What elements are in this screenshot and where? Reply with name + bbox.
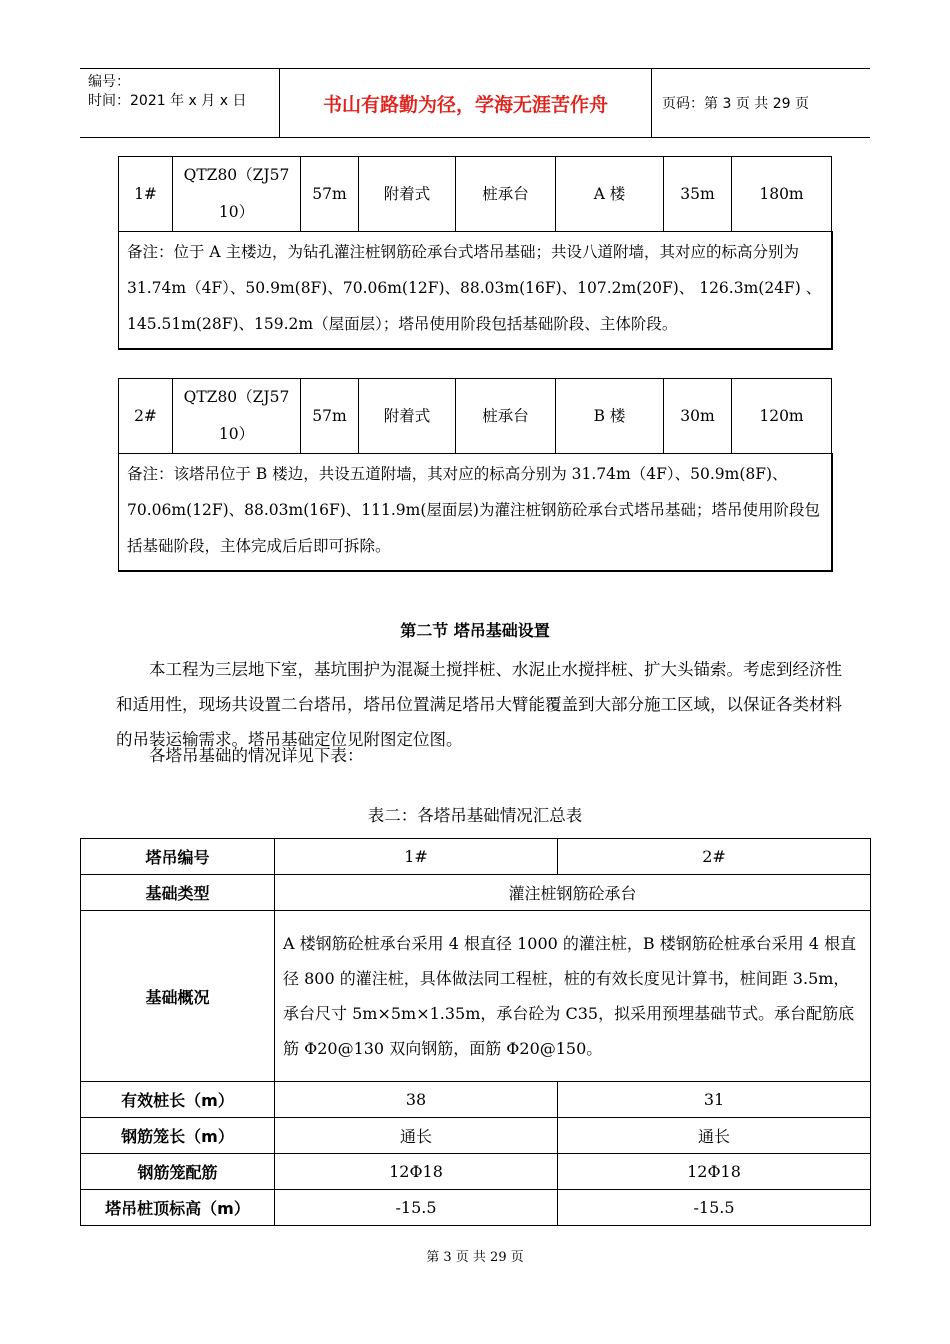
crane-foundation: 桩承台 (456, 379, 556, 454)
table-row (81, 1154, 871, 1190)
table-row (81, 911, 871, 1082)
table-row (81, 1082, 871, 1118)
page-header (80, 68, 870, 138)
crane-value: 120m (732, 379, 832, 454)
cell: 12Φ18 (558, 1154, 871, 1190)
crane-2-table (118, 378, 831, 572)
model-line-2: 10） (218, 425, 255, 443)
paragraph-detail: 各塔吊基础的情况详见下表： (149, 746, 364, 765)
cell: 31 (558, 1082, 871, 1118)
crane-building: A 楼 (556, 157, 664, 232)
crane-model (173, 379, 301, 454)
table-row (81, 839, 871, 875)
crane-height: 57m (301, 379, 359, 454)
cell: -15.5 (558, 1190, 871, 1226)
cell: 1# (275, 839, 558, 875)
table-row (81, 1190, 871, 1226)
foundation-summary-table (80, 838, 870, 1226)
row-label: 塔吊桩顶标高（m） (81, 1190, 275, 1226)
cell: -15.5 (275, 1190, 558, 1226)
header-meta (80, 69, 280, 137)
row-label: 有效桩长（m） (81, 1082, 275, 1118)
table-row (119, 157, 832, 232)
crane-note: 备注：位于 A 主楼边，为钻孔灌注桩钢筋砼承台式塔吊基础；共设八道附墙，其对应的标高分别为 31.74m（4F）、50.9m(8F)、70.06m(12F)、88.03m(16F)、107.2m(20F)、 126.3m(24F) 、 145.51m(28F)、159.2m（屋面层）；塔吊使用阶段包括基础阶段、主体阶段。 (119, 232, 832, 350)
crane-type: 附着式 (359, 157, 456, 232)
number-label: 编号： (88, 74, 130, 90)
crane-no: 1# (119, 157, 173, 232)
cell: 通长 (558, 1118, 871, 1154)
cell: 38 (275, 1082, 558, 1118)
model-line-2: 10） (218, 203, 255, 221)
model-line-1: QTZ80（ZJ57 (183, 166, 290, 184)
table-row (119, 232, 832, 350)
header-page-label: 页码：第 3 页 共 29 页 (662, 96, 809, 112)
table-caption: 表二：各塔吊基础情况汇总表 (367, 806, 583, 825)
cell: A 楼钢筋砼桩承台采用 4 根直径 1000 的灌注桩，B 楼钢筋砼桩承台采用 4 根直径 800 的灌注桩，具体做法同工程桩，桩的有效长度见计算书，桩间距 3.5m，承台尺寸 5m×5m×1.35m，承台砼为 C35，拟采用预埋基础节式。承台配筋底筋 Φ20@130 双向钢筋，面筋 Φ20@150。 (275, 911, 871, 1082)
row-label: 基础概况 (81, 911, 275, 1082)
row-label: 塔吊编号 (81, 839, 275, 875)
crane-arm: 30m (664, 379, 732, 454)
cell: 灌注桩钢筋砼承台 (275, 875, 871, 911)
crane-type: 附着式 (359, 379, 456, 454)
section-title: 第二节 塔吊基础设置 (400, 621, 550, 640)
crane-foundation: 桩承台 (456, 157, 556, 232)
row-label: 钢筋笼配筋 (81, 1154, 275, 1190)
crane-model (173, 157, 301, 232)
crane-arm: 35m (664, 157, 732, 232)
crane-note: 备注：该塔吊位于 B 楼边，共设五道附墙，其对应的标高分别为 31.74m（4F）、50.9m(8F)、70.06m(12F)、88.03m(16F)、111.9m(屋面层)为灌注桩钢筋砼承台式塔吊基础；塔吊使用阶段包括基础阶段，主体完成后后即可拆除。 (119, 454, 832, 572)
header-motto: 书山有路勤为径，学海无涯苦作舟 (280, 69, 652, 137)
time-label: 时间：2021 年 x 月 x 日 (88, 93, 247, 109)
row-label: 基础类型 (81, 875, 275, 911)
table-row (81, 875, 871, 911)
table-row (81, 1118, 871, 1154)
paragraph-intro-text: 本工程为三层地下室，基坑围护为混凝土搅拌桩、水泥止水搅拌桩、扩大头锚索。考虑到经济性和适用性，现场共设置二台塔吊，塔吊位置满足塔吊大臂能覆盖到大部分施工区域，以保证各类材料的吊装运输需求。塔吊基础定位见附图定位图。 (116, 660, 842, 749)
crane-height: 57m (301, 157, 359, 232)
crane-building: B 楼 (556, 379, 664, 454)
model-line-1: QTZ80（ZJ57 (183, 388, 290, 406)
cell: 2# (558, 839, 871, 875)
table-row (119, 379, 832, 454)
cell: 12Φ18 (275, 1154, 558, 1190)
cell: 通长 (275, 1118, 558, 1154)
crane-no: 2# (119, 379, 173, 454)
crane-1-table (118, 156, 831, 350)
crane-value: 180m (732, 157, 832, 232)
row-label: 钢筋笼长（m） (81, 1118, 275, 1154)
table-row (119, 454, 832, 572)
page-footer: 第 3 页 共 29 页 (426, 1250, 524, 1265)
